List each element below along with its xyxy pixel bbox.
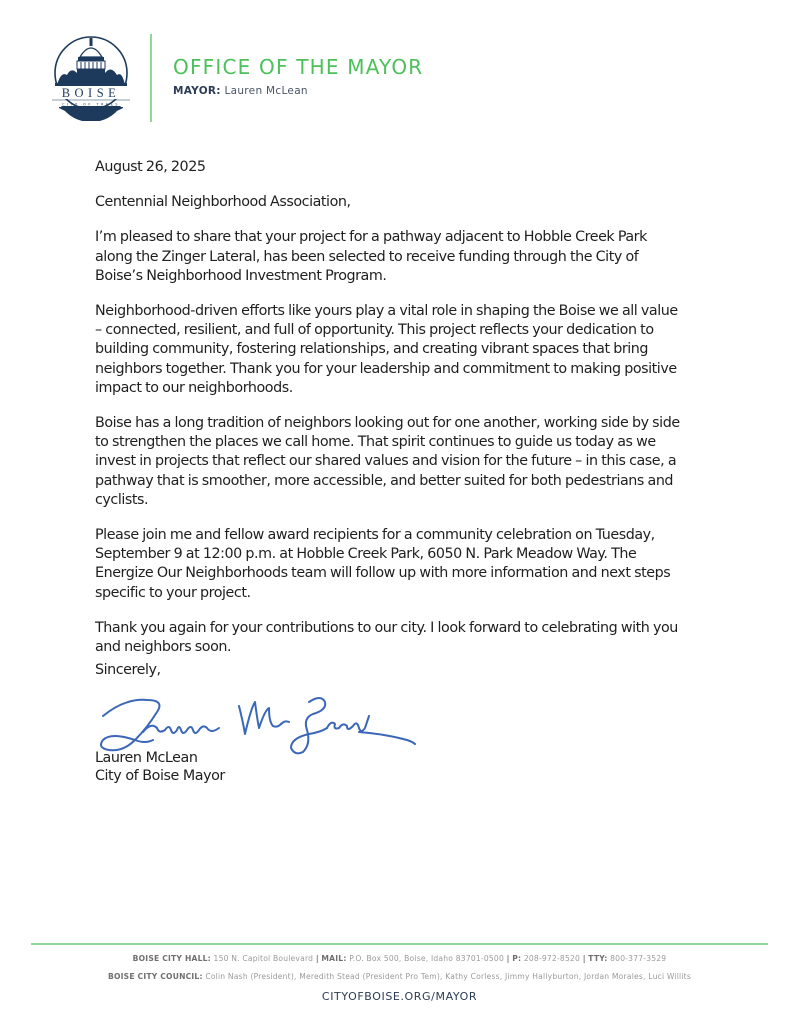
council-label: BOISE CITY COUNCIL: xyxy=(107,972,203,981)
signer-block xyxy=(95,749,225,785)
paragraph-funding-announcement xyxy=(95,228,785,286)
office-title: OFFICE OF THE MAYOR xyxy=(173,55,424,79)
separator: | xyxy=(315,954,319,963)
text-line: – connected, resilient, and full of opportunity. This project reflects your dedication to xyxy=(95,322,654,339)
mail-address: P.O. Box 500, Boise, Idaho 83701-0500 xyxy=(349,954,504,963)
text-line: specific to your project. xyxy=(95,584,251,601)
signer-name: Lauren McLean xyxy=(95,750,198,766)
svg-text:CITY OF TREES: CITY OF TREES xyxy=(62,102,120,107)
text-line: Boise has a long tradition of neighbors looking out for one another, working side by side xyxy=(95,415,680,432)
text-line: along the Zinger Lateral, has been selected to receive funding through the City of xyxy=(95,248,639,265)
separator: | xyxy=(582,954,586,963)
text-line: invest in projects that reflect our shared values and vision for the future – in this case, a xyxy=(95,453,677,470)
mayor-line xyxy=(173,85,308,97)
phone-number: 208-972-8520 xyxy=(523,954,581,963)
footer-contact-line xyxy=(0,954,799,963)
website-link[interactable]: CITYOFBOISE.ORG/MAYOR xyxy=(321,990,478,1003)
footer-council-line xyxy=(0,972,799,981)
letter-body xyxy=(95,158,785,673)
paragraph-neighborhood-efforts xyxy=(95,302,785,398)
text-line: cyclists. xyxy=(95,491,149,508)
city-hall-label: BOISE CITY HALL: xyxy=(132,954,211,963)
letter-date: August 26, 2025 xyxy=(95,159,206,175)
paragraph-boise-tradition xyxy=(95,414,785,510)
text-line: Thank you again for your contributions to our city. I look forward to celebrating with you xyxy=(95,619,678,636)
mayor-name: Lauren McLean xyxy=(224,85,308,97)
city-hall-address: 150 N. Capitol Boulevard xyxy=(213,954,314,963)
tty-number: 800-377-3529 xyxy=(610,954,667,963)
text-line: Neighborhood-driven efforts like yours play a vital role in shaping the Boise we all value xyxy=(95,303,678,320)
handwritten-signature xyxy=(95,678,425,758)
text-line: to strengthen the places we call home. That spirit continues to guide us today as we xyxy=(95,434,656,451)
letter-salutation: Centennial Neighborhood Association, xyxy=(95,194,351,211)
mayor-label: MAYOR: xyxy=(173,85,221,97)
text-line: neighbors together. Thank you for your leadership and commitment to making positive xyxy=(95,360,677,377)
letter-closing: Sincerely, xyxy=(95,662,161,678)
mail-label: MAIL: xyxy=(321,954,347,963)
text-line: building community, fostering relationships, and creating vibrant spaces that bring xyxy=(95,341,649,358)
paragraph-celebration-invite xyxy=(95,526,785,603)
text-line: Boise’s Neighborhood Investment Program. xyxy=(95,267,387,284)
boise-city-seal-logo xyxy=(47,33,135,121)
text-line: Energize Our Neighborhoods team will follow up with more information and next steps xyxy=(95,565,671,582)
text-line: impact to our neighborhoods. xyxy=(95,379,293,396)
svg-text:BOISE: BOISE xyxy=(61,86,121,100)
council-members: Colin Nash (President), Meredith Stead (President Pro Tem), Kathy Corless, Jimmy Hallyburton, Jordan Morales, Luci Willits xyxy=(205,972,691,981)
separator: | xyxy=(506,954,510,963)
text-line: pathway that is smoother, more accessible, and better suited for both pedestrians and xyxy=(95,472,674,489)
phone-label: P: xyxy=(512,954,522,963)
text-line: September 9 at 12:00 p.m. at Hobble Creek Park, 6050 N. Park Meadow Way. The xyxy=(95,546,637,563)
paragraph-thank-you xyxy=(95,619,785,657)
text-line: and neighbors soon. xyxy=(95,639,232,656)
signer-title: City of Boise Mayor xyxy=(95,768,225,784)
footer-divider xyxy=(31,943,768,945)
header-divider xyxy=(150,34,152,122)
tty-label: TTY: xyxy=(588,954,608,963)
text-line: I’m pleased to share that your project for a pathway adjacent to Hobble Creek Park xyxy=(95,229,647,246)
text-line: Please join me and fellow award recipients for a community celebration on Tuesday, xyxy=(95,527,655,544)
